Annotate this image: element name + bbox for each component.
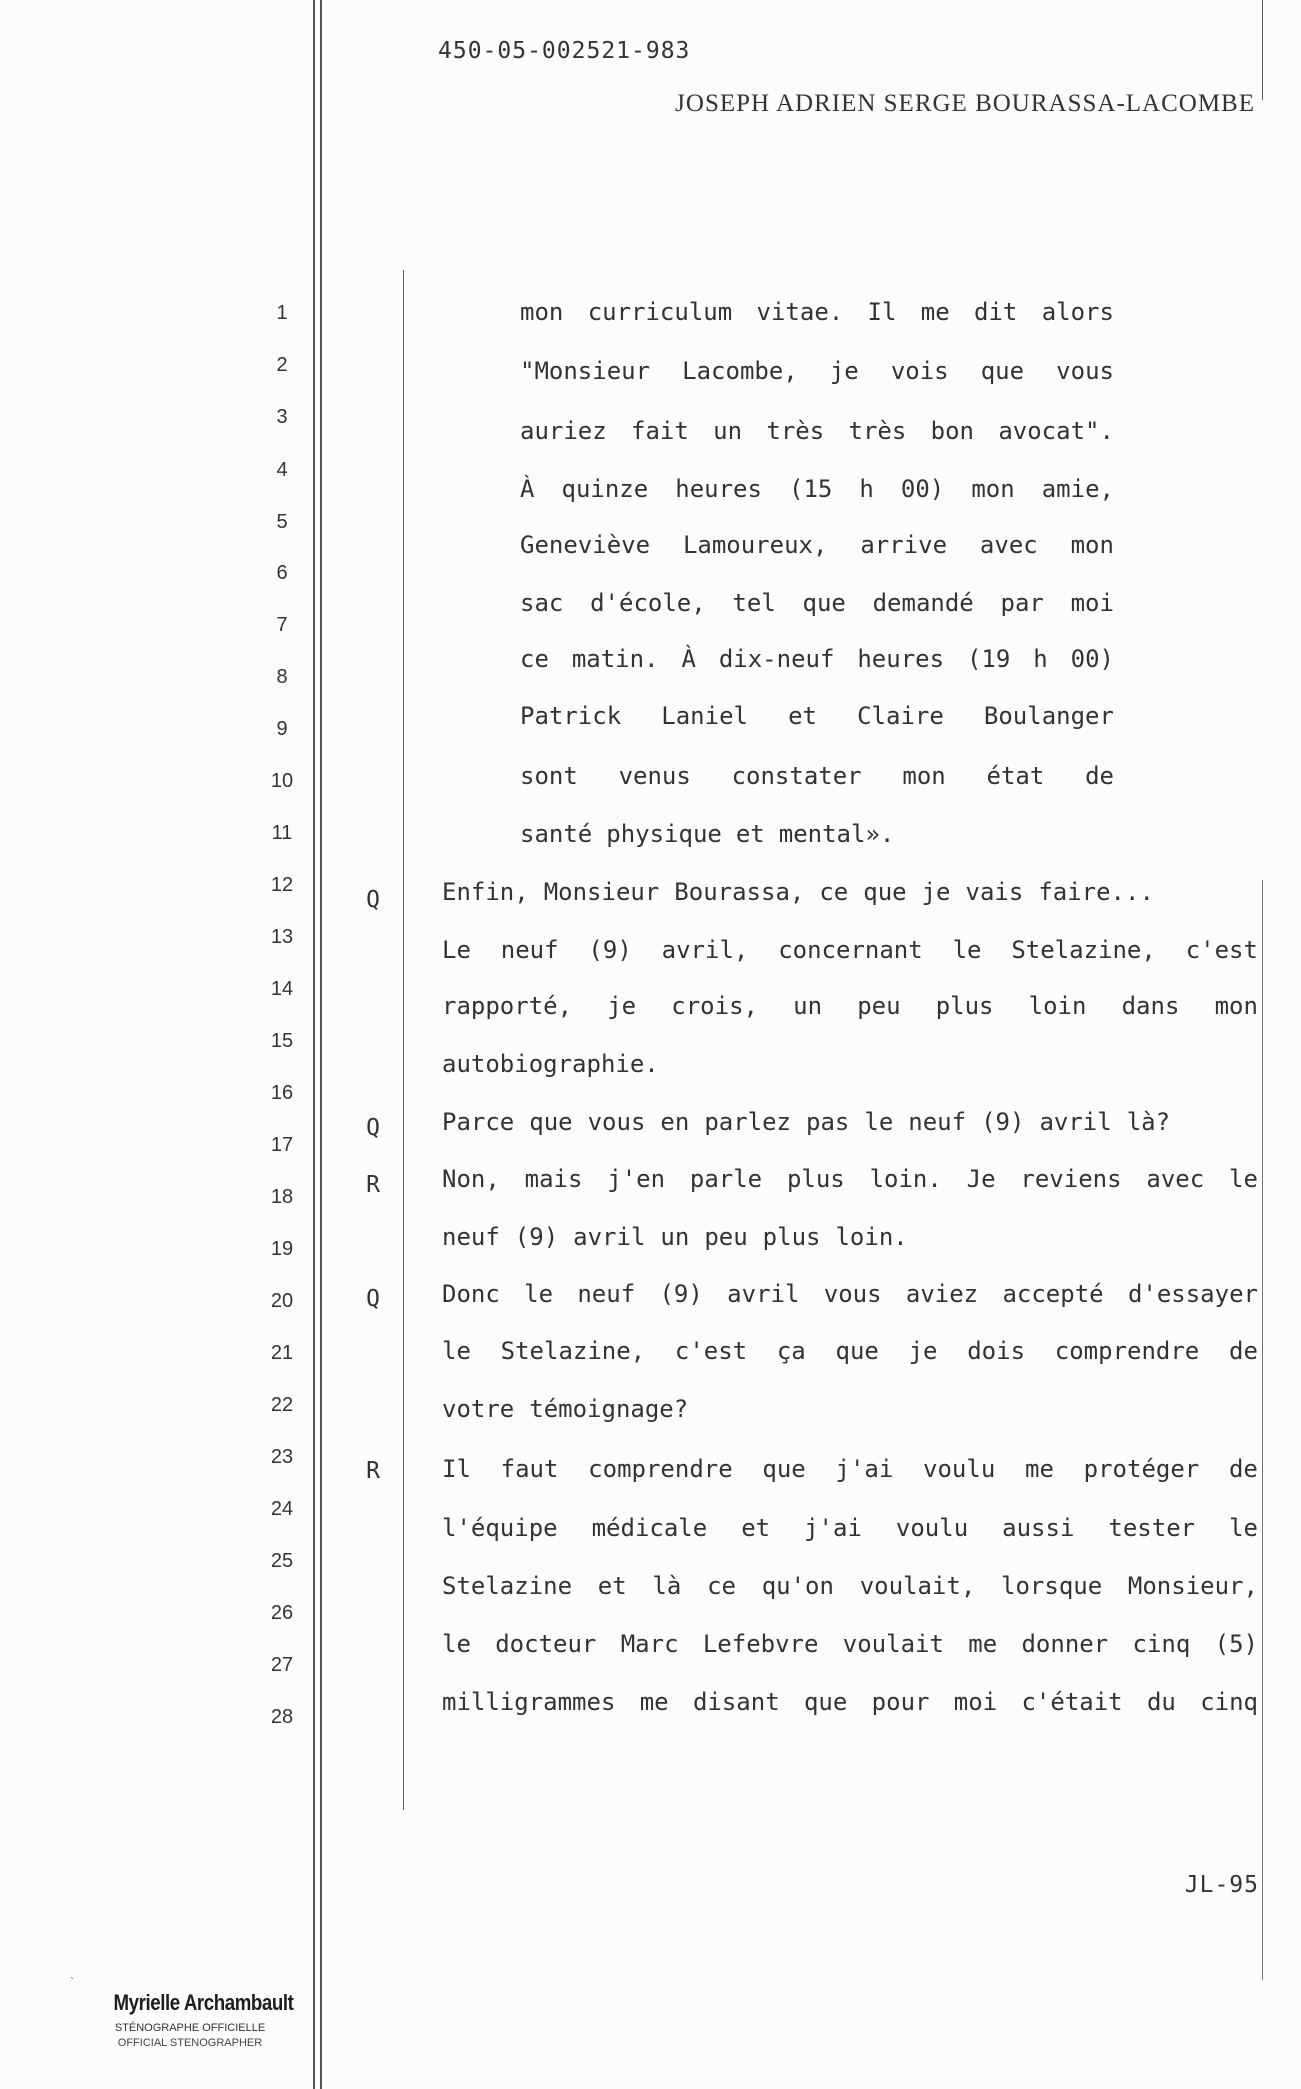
transcript-word: Lefebvre (702, 1630, 819, 1658)
transcript-word: Claire (857, 702, 944, 730)
left-margin-rule (313, 0, 315, 2089)
line-number: 13 (270, 926, 294, 948)
line-number: 23 (270, 1446, 294, 1468)
transcript-word: que (980, 357, 1025, 385)
transcript-word: faire... (1038, 878, 1154, 906)
transcript-word: "Monsieur (520, 357, 651, 385)
transcript-word: que (762, 1455, 806, 1483)
transcript-word: h (1033, 645, 1048, 673)
line-number: 19 (270, 1238, 294, 1260)
transcript-line (442, 1514, 1258, 1542)
transcript-word: très (766, 417, 825, 445)
transcript-word: ça (776, 1337, 806, 1365)
transcript-word: docteur (495, 1630, 597, 1658)
transcript-word: vous (823, 1280, 882, 1308)
line-number: 12 (270, 874, 294, 896)
transcript-word: le (864, 1108, 894, 1136)
transcript-word: un (713, 417, 743, 445)
transcript-word: voulait (842, 1630, 944, 1658)
transcript-word: d'école, (590, 589, 706, 617)
transcript-word: donner (1021, 1630, 1109, 1658)
transcript-word: le (524, 1280, 554, 1308)
transcript-word: (19 (966, 645, 1011, 673)
transcript-line (442, 1572, 1258, 1600)
transcript-word: c'est (1185, 936, 1258, 964)
transcript-line (520, 417, 1114, 445)
line-number: 11 (271, 822, 293, 844)
transcript-word: santé (520, 820, 593, 848)
transcript-word: ce (707, 1572, 736, 1600)
line-number: 24 (270, 1498, 294, 1520)
transcript-word: loin (1028, 992, 1087, 1020)
transcript-word: votre (442, 1395, 515, 1423)
line-number: 21 (270, 1342, 294, 1364)
transcript-word: dit (974, 298, 1018, 326)
transcript-line (442, 1337, 1258, 1365)
transcript-word: que (802, 589, 846, 617)
transcript-word: et (735, 820, 765, 848)
transcript-word: rapporté, (442, 992, 573, 1020)
transcript-word: (9) (514, 1223, 559, 1251)
transcript-word: Donc (442, 1280, 500, 1308)
transcript-word: Boulanger (983, 702, 1114, 730)
transcript-word: heures (675, 475, 762, 503)
transcript-line (520, 762, 1114, 790)
transcript-word: Monsieur (543, 878, 660, 906)
transcript-word: par (1000, 589, 1044, 617)
speaker-marker-response: R (366, 1458, 380, 1484)
transcript-word: avec (979, 531, 1038, 559)
right-margin-rule (1262, 0, 1263, 100)
transcript-word: venus (618, 762, 691, 790)
left-margin-rule-inner (320, 0, 322, 2089)
transcript-word: 00) (1070, 645, 1114, 673)
transcript-line (442, 1050, 659, 1078)
line-number: 9 (276, 718, 288, 740)
line-number: 10 (270, 770, 294, 792)
line-number: 27 (270, 1654, 294, 1676)
transcript-word: faut (500, 1455, 559, 1483)
transcript-word: neuf (577, 1280, 636, 1308)
transcript-word: cinq (1132, 1630, 1191, 1658)
transcript-word: lorsque (1001, 1572, 1103, 1600)
transcript-word: le (952, 936, 982, 964)
transcript-word: l'équipe (442, 1514, 558, 1542)
transcript-word: le (442, 1337, 471, 1365)
transcript-word: Monsieur, (1127, 1572, 1258, 1600)
transcript-word: (9) (588, 936, 632, 964)
stenographer-stamp (100, 1990, 294, 2049)
transcript-word: que (529, 1108, 573, 1136)
transcript-word: Stelazine (442, 1572, 573, 1600)
line-number: 2 (276, 354, 288, 376)
line-number: 6 (276, 562, 288, 584)
transcript-word: alors (1041, 298, 1114, 326)
transcript-word: pas (806, 1108, 850, 1136)
transcript-word: loin. (835, 1223, 908, 1251)
transcript-word: que (803, 1688, 848, 1716)
transcript-word: Non, (442, 1165, 500, 1193)
transcript-word: fait (631, 417, 689, 445)
transcript-word: mais (524, 1165, 583, 1193)
transcript-word: voulu (895, 1514, 969, 1542)
stenographer-name: Myrielle Archambault (113, 1990, 294, 2015)
transcript-word: témoignage? (529, 1395, 689, 1423)
transcript-line (520, 531, 1114, 559)
transcript-word: accepté (1002, 1280, 1104, 1308)
transcript-word: le (1229, 1514, 1258, 1542)
transcript-word: me (639, 1688, 669, 1716)
transcript-word: mon (520, 298, 564, 326)
line-number: 8 (276, 666, 288, 688)
transcript-word: de (1085, 762, 1114, 790)
transcript-word: avril (727, 1280, 800, 1308)
transcript-line (442, 1108, 1170, 1136)
transcript-word: c'était (1021, 1688, 1123, 1716)
line-number: 25 (270, 1550, 294, 1572)
transcript-word: avril, (661, 936, 749, 964)
speaker-marker-question: Q (366, 1115, 380, 1141)
transcript-word: je (607, 992, 637, 1020)
transcript-word: aviez (905, 1280, 979, 1308)
transcript-word: vous (1056, 357, 1114, 385)
line-number: 7 (276, 614, 288, 636)
transcript-line (442, 1280, 1258, 1308)
transcript-word: voulu (923, 1455, 996, 1483)
transcript-line (520, 645, 1114, 673)
transcript-word: demandé (872, 589, 974, 617)
transcript-word: mon (971, 475, 1015, 503)
transcript-word: À (520, 475, 535, 503)
transcript-word: j'ai (804, 1514, 862, 1542)
transcript-word: vitae. (756, 298, 844, 326)
transcript-word: là (652, 1572, 682, 1600)
right-margin-rule-lower (1262, 880, 1263, 1980)
transcript-line (520, 702, 1114, 730)
transcript-word: (9) (981, 1108, 1025, 1136)
transcript-word: h (859, 475, 874, 503)
transcript-word: tel (732, 589, 776, 617)
transcript-line (442, 1223, 908, 1251)
transcript-word: le (1229, 1165, 1258, 1193)
speaker-marker-question: Q (366, 1286, 380, 1312)
transcript-line (442, 1630, 1258, 1658)
transcript-word: (9) (659, 1280, 703, 1308)
transcript-word: milligrammes (442, 1688, 616, 1716)
transcript-word: Patrick (520, 702, 622, 730)
transcript-word: avril (1039, 1108, 1112, 1136)
line-number: 14 (270, 978, 294, 1000)
transcript-word: Il (867, 298, 897, 326)
transcript-word: un (793, 992, 823, 1020)
transcript-word: mon (1070, 531, 1114, 559)
transcript-line (442, 1165, 1258, 1193)
transcript-word: reviens (1020, 1165, 1122, 1193)
transcript-word: sac (520, 589, 564, 617)
transcript-word: Laniel (661, 702, 748, 730)
transcript-word: moi (1070, 589, 1114, 617)
transcript-line (520, 475, 1114, 503)
transcript-word: parle (689, 1165, 763, 1193)
transcript-word: moi (953, 1688, 998, 1716)
transcript-word: cinq (1200, 1688, 1258, 1716)
transcript-word: le (442, 1630, 471, 1658)
transcript-word: mental». (778, 820, 895, 848)
line-number: 16 (270, 1082, 294, 1104)
transcript-word: plus (786, 1165, 845, 1193)
transcript-word: Il (442, 1455, 471, 1483)
transcript-word: du (1146, 1688, 1176, 1716)
transcript-word: matin. (571, 645, 659, 673)
transcript-word: disant (692, 1688, 780, 1716)
transcript-word: et (597, 1572, 627, 1600)
transcript-word: curriculum (587, 298, 733, 326)
transcript-word: et (788, 702, 817, 730)
transcript-word: neuf (500, 936, 559, 964)
transcript-line (442, 1455, 1258, 1483)
speaker-column-rule (403, 270, 404, 1810)
line-number: 5 (276, 511, 288, 533)
transcript-word: neuf (442, 1223, 500, 1251)
line-number: 15 (270, 1030, 294, 1052)
speaker-marker-question: Q (366, 887, 380, 913)
stenographer-title-fr: STÉNOGRAPHE OFFICIELLE (114, 2022, 266, 2034)
transcript-word: neuf (908, 1108, 967, 1136)
transcript-word: vais (965, 878, 1024, 906)
transcript-word: un (660, 1223, 690, 1251)
transcript-word: médicale (591, 1514, 708, 1542)
transcript-word: Lacombe, (682, 357, 798, 385)
transcript-word: mon (1214, 992, 1258, 1020)
line-number: 17 (270, 1134, 294, 1156)
witness-name: JOSEPH ADRIEN SERGE BOURASSA-LACOMBE (675, 90, 1255, 117)
transcript-word: Parce (442, 1108, 515, 1136)
transcript-word: avril (573, 1223, 646, 1251)
transcript-word: Le (442, 936, 471, 964)
line-number: 3 (276, 406, 288, 428)
stenographer-title-en: OFFICIAL STENOGRAPHER (117, 2037, 263, 2049)
transcript-word: physique (606, 820, 722, 848)
transcript-line (442, 878, 1154, 906)
transcript-word: en (660, 1108, 690, 1136)
transcript-word: aussi (1002, 1514, 1075, 1542)
transcript-word: que (835, 1337, 879, 1365)
line-number: 20 (270, 1290, 294, 1312)
transcript-word: Geneviève (520, 531, 651, 559)
transcript-line (442, 936, 1258, 964)
transcript-word: j'en (607, 1165, 666, 1193)
transcript-word: sont (520, 762, 578, 790)
transcript-word: dans (1121, 992, 1180, 1020)
transcript-word: me (920, 298, 950, 326)
transcript-word: vous (587, 1108, 646, 1136)
transcript-word: je (908, 1337, 938, 1365)
transcript-word: d'essayer (1127, 1280, 1258, 1308)
line-number: 18 (270, 1186, 294, 1208)
transcript-word: me (968, 1630, 998, 1658)
transcript-word: mon (902, 762, 946, 790)
transcript-word: peu (857, 992, 901, 1020)
transcript-word: tester (1108, 1514, 1196, 1542)
transcript-word: vois (890, 357, 949, 385)
speaker-marker-response: R (366, 1172, 380, 1198)
transcript-word: dois (967, 1337, 1026, 1365)
transcript-word: peu (704, 1223, 748, 1251)
transcript-word: là? (1126, 1108, 1171, 1136)
transcript-word: que (863, 878, 907, 906)
transcript-word: protéger (1083, 1455, 1200, 1483)
transcript-line (520, 820, 894, 848)
line-number: 22 (270, 1394, 294, 1416)
transcript-word: j'ai (835, 1455, 894, 1483)
transcript-word: ce (819, 878, 849, 906)
line-number: 1 (276, 302, 288, 324)
transcript-word: plus (762, 1223, 821, 1251)
scan-speck: ` (70, 1977, 75, 1988)
transcript-word: 00) (900, 475, 945, 503)
transcript-word: heures (857, 645, 945, 673)
transcript-word: bon (930, 417, 974, 445)
transcript-word: comprendre (588, 1455, 733, 1483)
transcript-word: pour (871, 1688, 930, 1716)
transcript-word: Bourassa, (674, 878, 805, 906)
transcript-word: et (741, 1514, 771, 1542)
transcript-word: amie, (1041, 475, 1114, 503)
transcript-word: dix-neuf (718, 645, 835, 673)
line-number: 4 (276, 459, 288, 481)
transcript-word: concernant (778, 936, 923, 964)
transcript-word: voulait, (859, 1572, 976, 1600)
transcript-word: avocat". (998, 417, 1114, 445)
transcript-line (520, 589, 1114, 617)
transcript-word: me (1025, 1455, 1054, 1483)
transcript-word: autobiographie. (442, 1050, 659, 1078)
transcript-line (442, 1395, 688, 1423)
transcript-line (442, 1688, 1258, 1716)
case-number: 450-05-002521-983 (438, 38, 691, 64)
transcript-word: auriez (520, 417, 607, 445)
transcript-word: quinze (561, 475, 649, 503)
transcript-word: Stelazine, (1011, 936, 1156, 964)
transcript-word: arrive (860, 531, 948, 559)
transcript-word: Je (966, 1165, 996, 1193)
transcript-word: ce (520, 645, 549, 673)
transcript-word: À (681, 645, 696, 673)
transcript-word: Stelazine, (500, 1337, 646, 1365)
transcript-word: loin. (869, 1165, 942, 1193)
transcript-word: de (1228, 1455, 1258, 1483)
transcript-word: état (986, 762, 1045, 790)
transcript-line (520, 298, 1114, 326)
transcript-word: je (829, 357, 859, 385)
transcript-word: crois, (671, 992, 758, 1020)
transcript-word: Marc (620, 1630, 679, 1658)
transcript-line (442, 992, 1258, 1020)
page-code: JL-95 (1184, 1872, 1259, 1898)
transcript-word: je (921, 878, 951, 906)
transcript-word: de (1229, 1337, 1258, 1365)
transcript-word: (5) (1214, 1630, 1258, 1658)
line-number: 28 (270, 1706, 294, 1728)
transcript-line (520, 357, 1114, 385)
transcript-word: Enfin, (442, 878, 529, 906)
transcript-word: c'est (674, 1337, 748, 1365)
transcript-word: constater (731, 762, 862, 790)
transcript-word: (15 (789, 475, 833, 503)
transcript-word: comprendre (1054, 1337, 1200, 1365)
transcript-word: Lamoureux, (682, 531, 828, 559)
transcript-word: qu'on (761, 1572, 834, 1600)
transcript-word: avec (1146, 1165, 1205, 1193)
line-number: 26 (270, 1602, 294, 1624)
transcript-word: plus (935, 992, 994, 1020)
transcript-word: très (848, 417, 907, 445)
transcript-word: parlez (704, 1108, 792, 1136)
